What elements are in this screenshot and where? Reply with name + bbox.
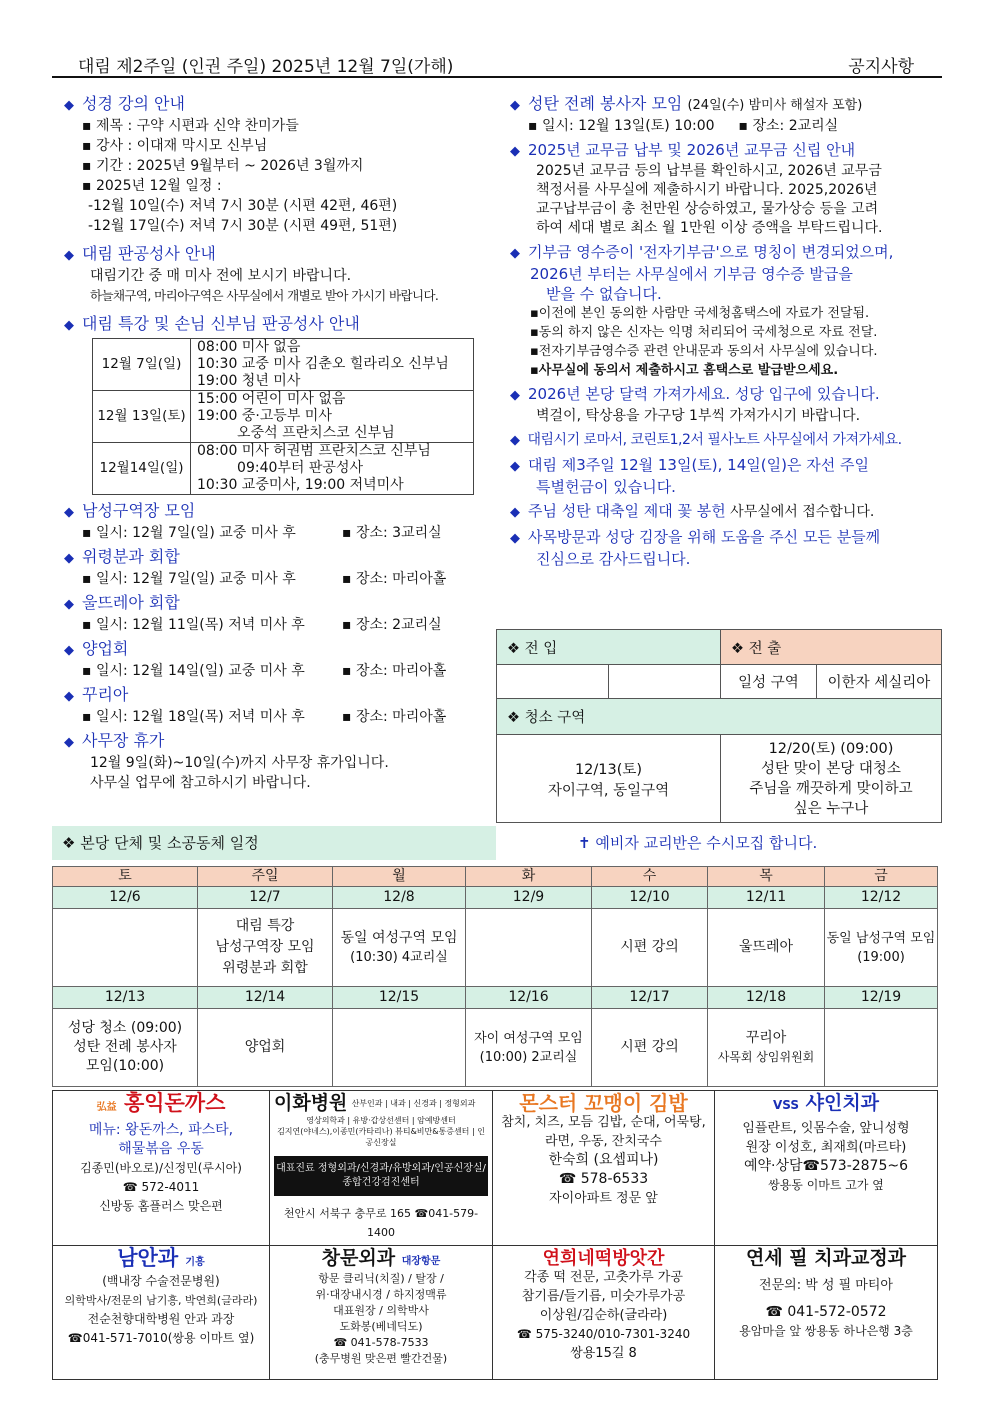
move-box (496, 629, 942, 823)
dues-line: 책정서를 사무실에 제출하시기 바랍니다. 2025,2026년 (536, 182, 878, 198)
ad-cell: VSS 샤인치과 임플란트, 잇몸수술, 앞니성형 원장 이성호, 최재희(마르타) 예약·상담☎573-2875~6 쌍용동 이마트 고가 옆 (715, 1091, 938, 1246)
bible-sub: -12월 10일(수) 저녁 7시 30분 (시편 42편, 46편) (88, 198, 398, 214)
week1-row: 대림 특강 남성구역장 모임 위령분과 회합 동일 여성구역 모임 (10:30) 4교리실 시편 강의 울뜨레아 동일 남성구역 모임 (19:00) (53, 909, 938, 987)
move-out-name: 이한자 세실리아 (817, 665, 942, 699)
meeting-line: ▪ 일시: 12월 7일(일) 교중 미사 후 ▪ 장소: 마리아홀 (82, 571, 447, 587)
dues-line: 하여 세대 별로 최소 월 1만원 이상 증액을 부탁드립니다. (536, 220, 883, 236)
special-date: 12월14일(일) (93, 443, 191, 495)
office-title: ◆ 사무장 휴가 (64, 731, 165, 750)
special-line: 15:00 어린이 미사 없음 (197, 391, 346, 407)
clean-week2: 12/20(토) (09:00) 성탄 맞이 본당 대청소 주님을 깨끗하게 맞이하고 싶은 누구나 (721, 735, 942, 823)
special-title: ◆ 대림 특강 및 손님 신부님 판공성사 안내 (64, 314, 360, 333)
ad-cell: 弘益 홍익돈까스 메뉴: 왕돈까스, 파스타, 해물볶음 우동 김종민(바오로)/신정민(루시아) ☎ 572-4011 신방동 홈플러스 맞은편 (53, 1091, 270, 1246)
schedule-title: ❖ 본당 단체 및 소공동체 일정 (52, 826, 496, 860)
bible-copy: ◆ 대림시기 로마서, 코린토1,2서 필사노트 사무실에서 가져가세요. (510, 432, 902, 448)
bible-line: ▪ 2025년 12월 일정 : (82, 178, 222, 194)
ad-cell: 몬스터 꼬맹이 김밥 참치, 치즈, 모듬 김밥, 순대, 어묵탕, 라면, 우동, 잔치국수 한숙희 (요셉피나) ☎ 578-6533 자이아파트 정문 앞 (493, 1091, 715, 1246)
bible-lecture-title: ◆ 성경 강의 안내 (64, 94, 185, 113)
meeting-title: ◆ 남성구역장 모임 (64, 501, 196, 520)
receipt-line: ▪전자기부금영수증 관련 안내문과 동의서 사무실에 있습니다. (530, 344, 878, 359)
bible-line: ▪ 제목 : 구약 시편과 신약 찬미가들 (82, 118, 299, 134)
bulletin-title: 대림 제2주일 (인권 주일) 2025년 12월 7일(가해) (78, 57, 454, 77)
meeting-title: ◆ 양업회 (64, 639, 129, 658)
special-line: 19:00 청년 미사 (197, 373, 301, 389)
days-row: 토 주일 월 화 수 목 금 (53, 867, 938, 887)
clean-header: ❖ 청소 구역 (497, 699, 942, 735)
christmas-title: ◆ 성탄 전례 봉사자 모임 (24일(수) 밤미사 해설자 포함) (510, 94, 863, 113)
page-header (52, 50, 942, 78)
right-column (510, 90, 935, 569)
special-date: 12월 13일(토) (93, 391, 191, 443)
move-out-area: 일성 구역 (721, 665, 817, 699)
dates-row: 12/6 12/7 12/8 12/9 12/10 12/11 12/12 (53, 887, 938, 909)
third-sunday-line: 특별헌금이 있습니다. (536, 478, 676, 496)
meeting-title: ◆ 위령분과 회합 (64, 547, 180, 566)
dues-line: 교구납부금이 총 천만원 상승하였고, 물가상승 등을 고려 (536, 201, 879, 217)
confession-line: 하늘채구역, 마리아구역은 사무실에서 개별로 받아 가시기 바랍니다. (90, 288, 439, 303)
meeting-line: ▪ 일시: 12월 18일(목) 저녁 미사 후 ▪ 장소: 마리아홀 (82, 709, 447, 725)
ad-cell: 연희네떡방앗간 각종 떡 전문, 고춧가루 가공 참기름/들기름, 미숫가루가공 이상원/김순하(글라라) ☎ 575-3240/010-7301-3240 쌍용15길 8 (493, 1246, 715, 1380)
bible-line: ▪ 기간 : 2025년 9월부터 ~ 2026년 3월까지 (82, 158, 364, 174)
ad-cell: 연세 필 치과교정과 전문의: 박 성 필 마티아 ☎ 041-572-0572 용암마을 앞 쌍용동 하나은행 3층 (715, 1246, 938, 1380)
catechumen-note: ✝ 예비자 교리반은 수시모집 합니다. (578, 834, 818, 852)
calendar-line: 벽걸이, 탁상용을 가구당 1부씩 가져가시기 바랍니다. (536, 408, 861, 424)
receipt-title-line: 2026년 부터는 사무실에서 기부금 영수증 발급을 (530, 265, 853, 283)
special-line: 10:30 교중 미사 김춘오 힐라리오 신부님 (197, 356, 449, 372)
office-line: 사무실 업무에 참고하시기 바랍니다. (90, 775, 311, 791)
week2-row: 성당 청소 (09:00) 성탄 전례 봉사자 모임(10:00) 양업회 자이 여성구역 모임 (10:00) 2교리실 시편 강의 꾸리아 사목회 상임위원회 (53, 1009, 938, 1087)
meeting-line: ▪ 일시: 12월 7일(일) 교중 미사 후 ▪ 장소: 3교리실 (82, 525, 442, 541)
special-line: 08:00 미사 허권범 프란치스코 신부님 (197, 443, 431, 459)
bible-line: ▪ 강사 : 이대재 막시모 신부님 (82, 138, 268, 154)
office-line: 12월 9일(화)~10일(수)까지 사무장 휴가입니다. (90, 755, 389, 771)
thanks-line: 진심으로 감사드립니다. (536, 550, 691, 568)
meeting-title: ◆ 꾸리아 (64, 685, 129, 704)
notice-label: 공지사항 (848, 57, 914, 77)
dues-line: 2025년 교무금 등의 납부를 확인하시고, 2026년 교무금 (536, 163, 882, 179)
receipt-line: ▪사무실에 동의서 제출하시고 홈택스로 발급받으세요. (530, 363, 839, 378)
move-out-header: ❖ 전 출 (721, 630, 942, 665)
receipt-title-line: 받을 수 없습니다. (546, 285, 662, 303)
diamond-icon: ◆ (64, 248, 74, 263)
special-line: 10:30 교중미사, 19:00 저녁미사 (197, 477, 404, 493)
clean-week1: 12/13(토) 자이구역, 동일구역 (497, 735, 721, 823)
ads-table (52, 1090, 938, 1380)
dates-row: 12/13 12/14 12/15 12/16 12/17 12/18 12/19 (53, 987, 938, 1009)
flowers: ◆ 주님 성탄 대축일 제대 꽃 봉헌 사무실에서 접수합니다. (510, 502, 875, 520)
bible-sub: -12월 17일(수) 저녁 7시 30분 (시편 49편, 51편) (88, 218, 398, 234)
receipt-line: ▪이전에 본인 동의한 사람만 국세청홈택스에 자료가 전달됨. (530, 306, 870, 321)
ad-cell: 남안과 기흥 (백내장 수술전문병원) 의학박사/전문의 남기흥, 박연희(글라라) 전순천향대학병원 안과 과장 ☎041-571-7010(쌍용 이마트 옆) (53, 1246, 270, 1380)
dues-title: ◆ 2025년 교무금 납부 및 2026년 교무금 신립 안내 (510, 141, 856, 159)
meeting-title: ◆ 울뜨레아 회합 (64, 593, 180, 612)
calendar-title: ◆ 2026년 본당 달력 가져가세요. 성당 입구에 있습니다. (510, 385, 880, 403)
diamond-icon: ◆ (64, 318, 74, 333)
receipt-title: ◆ 기부금 영수증이 '전자기부금'으로 명칭이 변경되었으며, (510, 243, 894, 261)
christmas-line: ▪ 일시: 12월 13일(토) 10:00 ▪ 장소: 2교리실 (528, 118, 839, 134)
thanks: ◆ 사목방문과 성당 김장을 위해 도움을 주신 모든 분들께 (510, 528, 881, 546)
ad-cell: 이화병원 $^{산부인과 | 내과 | 신경과 | 정형외과}$ 영상의학과 | 유방·갑상선센터 | 암예방센터 김지연(야네스),이종민(카타리나) 뷰티&비만&통증센터 | 인공신장실 대표진료 정형외과/신경과/유방외과/인공신장실/종합건강검진센터 천안시 서북구 충무로 165 ☎041-579-1400 (270, 1091, 493, 1246)
third-sunday: ◆ 대림 제3주일 12월 13일(토), 14일(일)은 자선 주일 (510, 456, 869, 474)
ad-cell: 창문외과 대장항문 항문 클리닉(치질) / 탈장 / 위·대장내시경 / 하지정맥류 대표원장 / 의학박사 도화봉(베네딕도) ☎ 041-578-7533 (충무병원 맞은편 빨간건물) (270, 1246, 493, 1380)
special-date: 12월 7일(일) (93, 339, 191, 391)
meeting-line: ▪ 일시: 12월 11일(목) 저녁 미사 후 ▪ 장소: 2교리실 (82, 617, 442, 633)
special-line: 19:00 중·고등부 미사 (197, 408, 332, 424)
diamond-icon: ◆ (64, 98, 74, 113)
receipt-line: ▪동의 하지 않은 신자는 익명 처리되어 국세청으로 자료 전달. (530, 325, 878, 340)
meeting-line: ▪ 일시: 12월 14일(일) 교중 미사 후 ▪ 장소: 마리아홀 (82, 663, 447, 679)
special-line: 오중석 프란치스코 신부님 (197, 425, 395, 441)
move-in-header: ❖ 전 입 (497, 630, 721, 665)
confession-title: ◆ 대림 판공성사 안내 (64, 244, 216, 263)
special-table (92, 338, 474, 495)
left-column (64, 90, 484, 793)
confession-line: 대림기간 중 매 미사 전에 보시기 바랍니다. (90, 268, 352, 284)
schedule-table (52, 866, 938, 1087)
special-line: 09:40부터 판공성사 (197, 460, 363, 476)
special-line: 08:00 미사 없음 (197, 339, 301, 355)
